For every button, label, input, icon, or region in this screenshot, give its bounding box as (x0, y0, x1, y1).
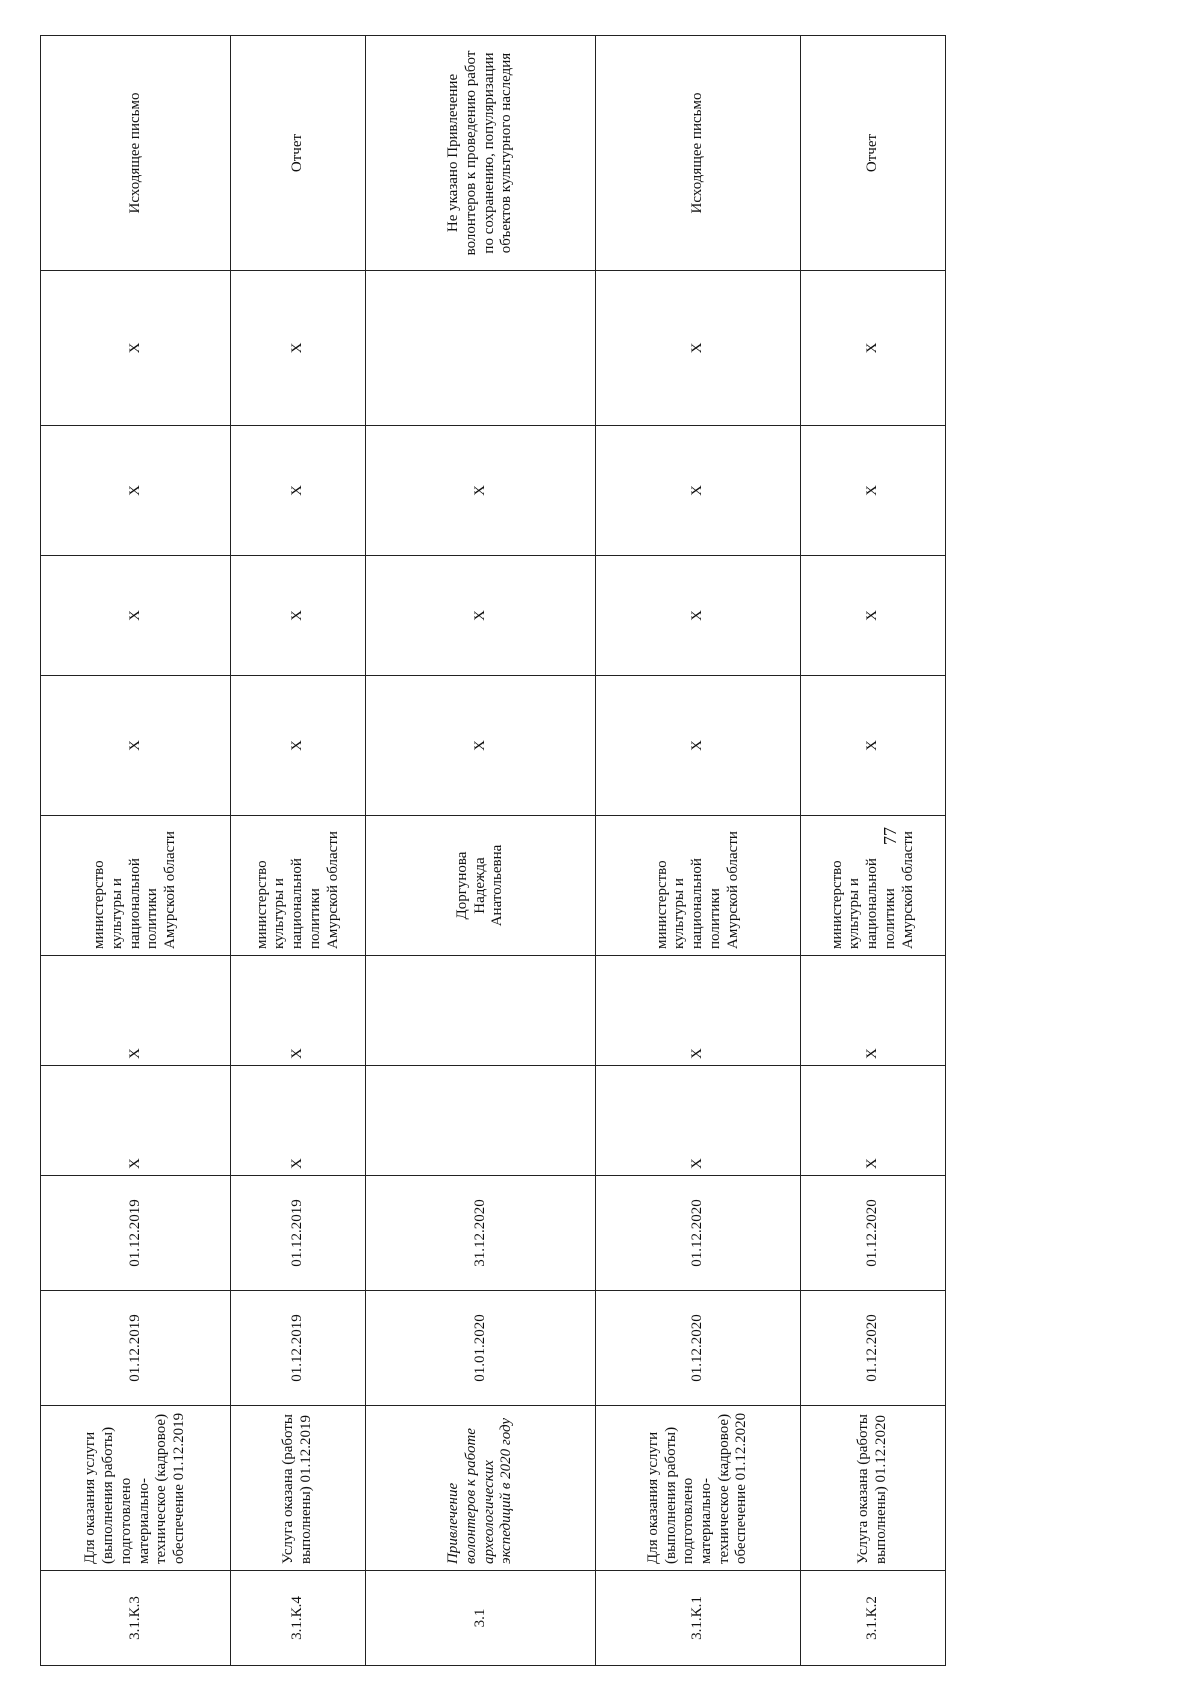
row-number: 3.1.К.3 (41, 1571, 231, 1666)
responsible: Доргунова Надежда Анатольевна (366, 816, 596, 956)
mark-m3: X (41, 426, 231, 556)
mark-m2: X (801, 556, 946, 676)
mark-x1: X (231, 1066, 366, 1176)
mark-m2: X (231, 556, 366, 676)
responsible: министерство культуры и национальной политики Амурской области (596, 816, 801, 956)
mark-m4: X (596, 271, 801, 426)
mark-m1: X (41, 676, 231, 816)
mark-m1: X (366, 676, 596, 816)
row-name: Для оказания услуги (выполнения работы) подготовлено материально-техническое (кадровое) обеспечение 01.12.2020 (596, 1406, 801, 1571)
mark-m2: X (596, 556, 801, 676)
mark-m1: X (801, 676, 946, 816)
mark-m3: X (366, 426, 596, 556)
mark-m3: X (231, 426, 366, 556)
table-row (596, 36, 801, 1666)
start-date: 01.12.2020 (801, 1291, 946, 1406)
mark-m4: X (41, 271, 231, 426)
table-row (801, 36, 946, 1666)
mark-x1: X (596, 1066, 801, 1176)
table-row (231, 36, 366, 1666)
document-type: Отчет (801, 36, 946, 271)
mark-x2 (366, 956, 596, 1066)
responsible: министерство культуры и национальной политики Амурской области (231, 816, 366, 956)
mark-x1: X (801, 1066, 946, 1176)
mark-m4: X (231, 271, 366, 426)
mark-x2: X (801, 956, 946, 1066)
start-date: 01.12.2019 (231, 1291, 366, 1406)
document-type: Исходящее письмо (41, 36, 231, 271)
end-date: 01.12.2020 (596, 1176, 801, 1291)
mark-m1: X (596, 676, 801, 816)
mark-x2: X (41, 956, 231, 1066)
mark-m2: X (41, 556, 231, 676)
mark-x2: X (596, 956, 801, 1066)
end-date: 01.12.2020 (801, 1176, 946, 1291)
document-type: Исходящее письмо (596, 36, 801, 271)
mark-m4 (366, 271, 596, 426)
row-name: Услуга оказана (работы выполнены) 01.12.2020 (801, 1406, 946, 1571)
plan-table (40, 35, 946, 1666)
table-row (366, 36, 596, 1666)
mark-m1: X (231, 676, 366, 816)
mark-m3: X (596, 426, 801, 556)
responsible: министерство культуры и национальной политики Амурской области (41, 816, 231, 956)
page-number: 77 (880, 827, 900, 845)
mark-x1: X (41, 1066, 231, 1176)
row-number: 3.1.К.4 (231, 1571, 366, 1666)
mark-m2: X (366, 556, 596, 676)
mark-m3: X (801, 426, 946, 556)
rotated-table-wrapper (40, 36, 945, 1666)
row-number: 3.1.К.2 (801, 1571, 946, 1666)
mark-m4: X (801, 271, 946, 426)
end-date: 31.12.2020 (366, 1176, 596, 1291)
table-row (41, 36, 231, 1666)
row-number: 3.1.К.1 (596, 1571, 801, 1666)
start-date: 01.01.2020 (366, 1291, 596, 1406)
start-date: 01.12.2019 (41, 1291, 231, 1406)
responsible: министерство культуры и национальной политики Амурской области (801, 816, 946, 956)
table-body (41, 36, 946, 1666)
document-type: Не указано Привлечение волонтеров к проведению работ по сохранению, популяризации объектов культурного наследия (366, 36, 596, 271)
end-date: 01.12.2019 (41, 1176, 231, 1291)
start-date: 01.12.2020 (596, 1291, 801, 1406)
row-number: 3.1 (366, 1571, 596, 1666)
end-date: 01.12.2019 (231, 1176, 366, 1291)
mark-x2: X (231, 956, 366, 1066)
row-name: Привлечение волонтеров к работе археологических экспедиций в 2020 году (366, 1406, 596, 1571)
mark-x1 (366, 1066, 596, 1176)
document-type: Отчет (231, 36, 366, 271)
row-name: Услуга оказана (работы выполнены) 01.12.2019 (231, 1406, 366, 1571)
row-name: Для оказания услуги (выполнения работы) подготовлено материально-техническое (кадровое) обеспечение 01.12.2019 (41, 1406, 231, 1571)
